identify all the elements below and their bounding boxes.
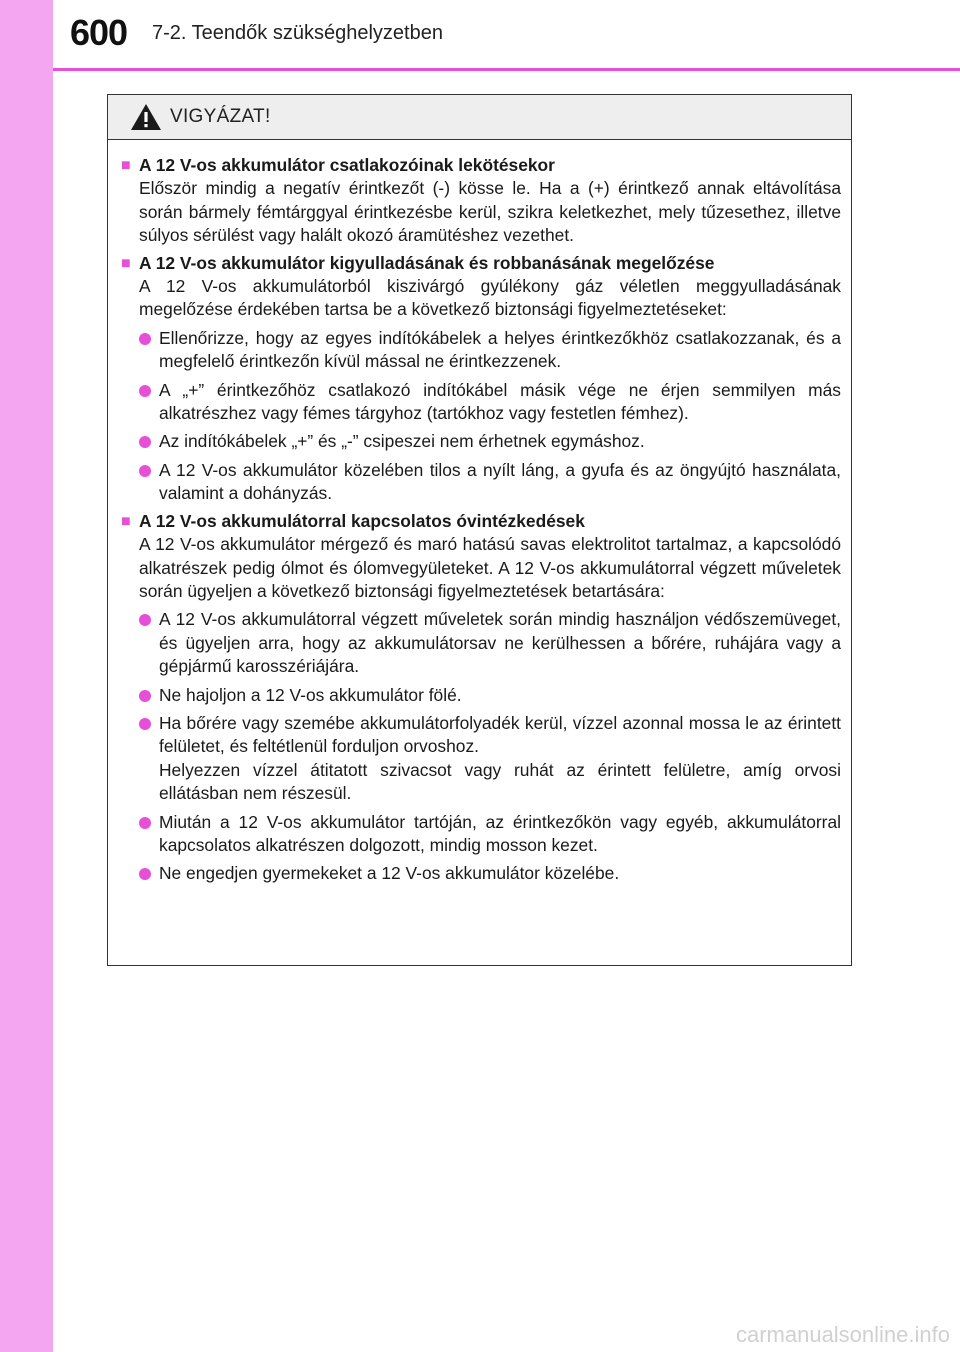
bullet-item — [139, 430, 841, 453]
bullet-item — [139, 712, 841, 806]
bullet-text: A „+” érintkezőhöz csatlakozó indítókábel másik vége ne érjen semmilyen más alkatrészhez vagy fémes tárgyhoz (tartókhoz vagy festetlen fémhez). — [159, 379, 841, 424]
round-bullet-icon — [139, 385, 151, 397]
bullet-text: Ha bőrére vagy szemébe akkumulátorfolyadék kerül, vízzel azonnal mossa le az érintett felületet, és feltétlenül forduljon orvoshoz. Helyezzen vízzel átitatott szivacsot vagy ruhát az érintett felületre, amíg orvosi ellátásban nem részesül. — [159, 712, 841, 804]
section-paragraph: Először mindig a negatív érintkezőt (-) kösse le. Ha a (+) érintkező annak eltávolítása során bármely fémtárggyal érintkezésbe kerül, szikra keletkezhet, mely tűzesethez, illetve súlyos sérülést vagy halált okozó áramütéshez vezethet. — [139, 178, 841, 246]
side-color-strip — [0, 0, 53, 1352]
warning-section — [121, 510, 841, 886]
bullet-item — [139, 608, 841, 678]
square-bullet-icon: ■ — [121, 254, 131, 272]
warning-section — [121, 252, 841, 506]
section-paragraph: A 12 V-os akkumulátor mérgező és maró hatású savas elektrolitot tartalmaz, a kapcsolódó alkatrészek pedig ólmot és ólomvegyületeket. A 12 V-os akkumulátorral végzett műveletek során ügyeljen a következő biztonsági figyelmeztetések betartására: — [139, 534, 841, 601]
section-title: 7-2. Teendők szükséghelyzetben — [152, 22, 443, 44]
bullet-text: Miután a 12 V-os akkumulátor tartóján, az érintkezőkön vagy egyéb, akkumulátorral kapcsolatos alkatrészen dolgozott, mindig mosson kezet. — [159, 811, 841, 855]
warning-section — [121, 154, 841, 248]
bullet-item — [139, 327, 841, 374]
bullet-item — [139, 811, 841, 858]
bullet-item — [139, 684, 841, 707]
header-rule — [53, 68, 960, 71]
section-heading-text: A 12 V-os akkumulátor kigyulladásának és robbanásának megelőzése — [139, 252, 715, 273]
round-bullet-icon — [139, 718, 151, 730]
round-bullet-icon — [139, 817, 151, 829]
bullet-text: A 12 V-os akkumulátorral végzett műveletek során mindig használjon védőszemüveget, és ügyeljen arra, hogy az akkumulátorsav ne kerülhessen a bőrére, ruhájára vagy a gépjármű karosszériájára. — [159, 609, 841, 677]
round-bullet-icon — [139, 868, 151, 880]
warning-body — [108, 140, 851, 886]
square-bullet-icon: ■ — [121, 157, 131, 174]
bullet-item — [139, 379, 841, 426]
bullet-text: Az indítókábelek „+” és „-” csipeszei nem érhetnek egymáshoz. — [159, 431, 645, 452]
page-number: 600 — [70, 12, 128, 53]
section-heading-text: A 12 V-os akkumulátor csatlakozóinak lekötésekor — [139, 155, 555, 175]
section-heading — [121, 510, 841, 533]
round-bullet-icon — [139, 614, 151, 626]
round-bullet-icon — [139, 436, 151, 448]
warning-box — [107, 94, 852, 966]
section-heading — [121, 154, 841, 177]
bullet-text: Ne hajoljon a 12 V-os akkumulátor fölé. — [159, 684, 462, 705]
bullet-text: Ne engedjen gyermekeket a 12 V-os akkumulátor közelébe. — [159, 863, 620, 884]
section-paragraph: A 12 V-os akkumulátorból kiszivárgó gyúlékony gáz véletlen meggyulladásának megelőzése érdekében tartsa be a következő biztonsági figyelmeztetéseket: — [139, 276, 841, 320]
warning-label: VIGYÁZAT! — [170, 106, 271, 127]
bullet-item — [139, 459, 841, 506]
bullet-text: A 12 V-os akkumulátor közelében tilos a nyílt láng, a gyufa és az öngyújtó használata, valamint a dohányzás. — [159, 459, 841, 504]
square-bullet-icon: ■ — [121, 512, 131, 530]
round-bullet-icon — [139, 690, 151, 702]
watermark: carmanualsonline.info — [735, 1322, 950, 1347]
round-bullet-icon — [139, 333, 151, 345]
bullet-text: Ellenőrizze, hogy az egyes indítókábelek a helyes érintkezőkhöz csatlakozzanak, és a megfelelő érintkezőn kívül mással ne érintkezzenek. — [159, 327, 841, 372]
section-heading — [121, 252, 841, 275]
section-heading-text: A 12 V-os akkumulátorral kapcsolatos óvintézkedések — [139, 510, 585, 531]
warning-header — [108, 95, 851, 140]
warning-triangle-icon — [130, 103, 162, 131]
bullet-item — [139, 862, 841, 885]
round-bullet-icon — [139, 465, 151, 477]
